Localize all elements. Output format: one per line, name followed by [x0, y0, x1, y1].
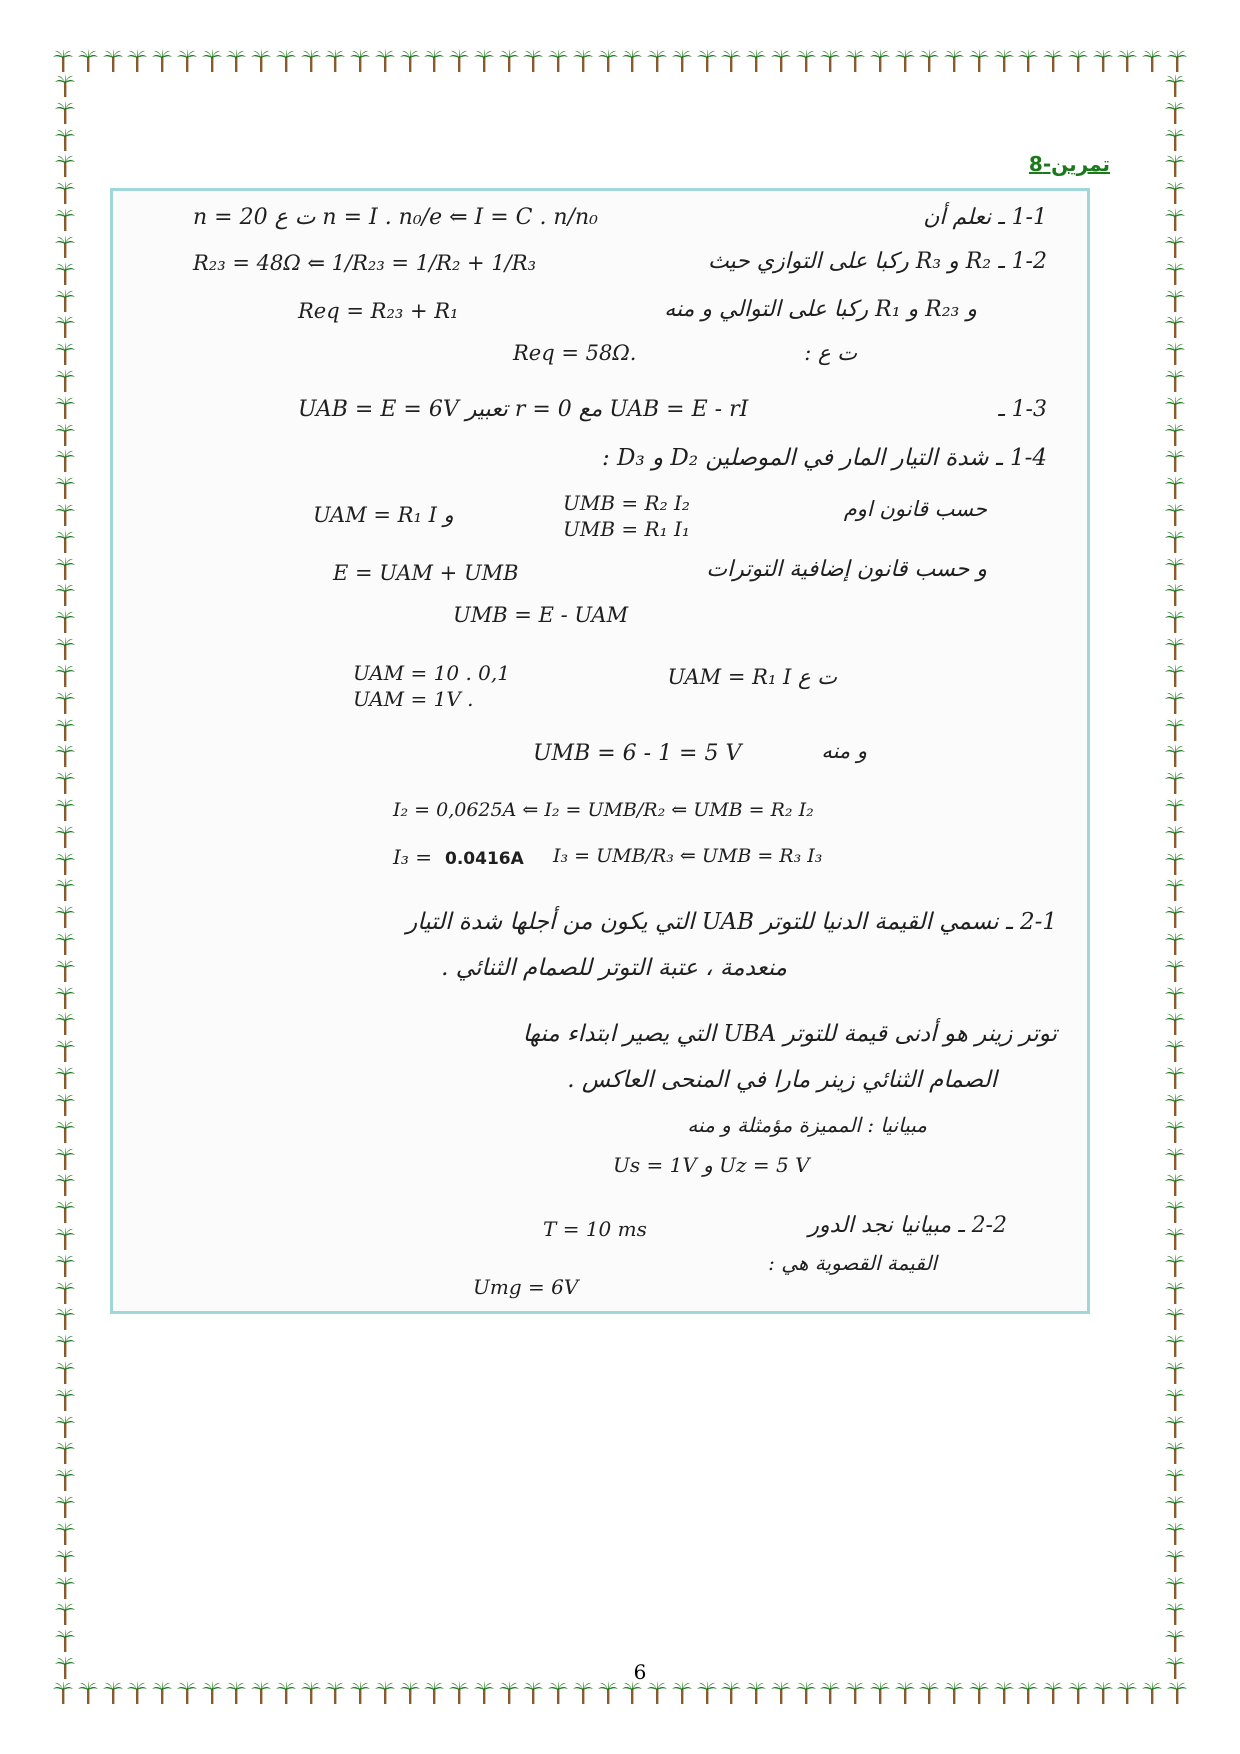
line-1-3-label: 1-3 ـ: [998, 397, 1047, 422]
line-zener-reverse: الصمام الثنائي زينر مارا في المنحى العاكس .: [567, 1067, 997, 1093]
palm-tree-icon: [894, 49, 916, 73]
handwritten-solution-frame: [110, 188, 1090, 1314]
palm-tree-icon: [1164, 1066, 1186, 1090]
palm-tree-icon: [324, 1681, 346, 1705]
palm-tree-icon: [1164, 1522, 1186, 1546]
palm-tree-icon: [349, 1681, 371, 1705]
line-max-value: Umg = 6V: [473, 1275, 579, 1299]
line-uam-formula: ت ع UAM = R₁ I: [667, 665, 837, 689]
palm-tree-icon: [1164, 128, 1186, 152]
palm-tree-icon: [1164, 476, 1186, 500]
palm-tree-icon: [54, 664, 76, 688]
palm-tree-icon: [54, 101, 76, 125]
palm-tree-icon: [1067, 1681, 1089, 1705]
palm-tree-icon: [399, 49, 421, 73]
palm-tree-icon: [52, 1681, 74, 1705]
palm-tree-icon: [54, 1307, 76, 1331]
palm-tree-icon: [54, 932, 76, 956]
line-2-1-definition: 2-1 ـ نسمي القيمة الدنيا للتوتر UAB التي يكون من أجلها شدة التيار: [406, 909, 1057, 935]
palm-tree-icon: [597, 49, 619, 73]
palm-tree-icon: [1166, 1681, 1188, 1705]
palm-tree-icon: [1164, 1254, 1186, 1278]
palm-tree-icon: [1017, 49, 1039, 73]
palm-tree-icon: [1164, 74, 1186, 98]
palm-tree-icon: [1164, 637, 1186, 661]
palm-tree-icon: [968, 49, 990, 73]
palm-tree-icon: [1164, 449, 1186, 473]
line-2-1-threshold: منعدمة ، عتبة التوتر للصمام الثنائي .: [441, 955, 787, 981]
palm-tree-icon: [1164, 744, 1186, 768]
palm-tree-icon: [54, 1441, 76, 1465]
line-2-2-label: 2-2 ـ مبيانيا نجد الدور: [808, 1213, 1007, 1238]
line-max-value-label: القيمة القصوية هي :: [768, 1251, 937, 1275]
palm-tree-icon: [54, 74, 76, 98]
palm-tree-icon: [54, 798, 76, 822]
palm-tree-icon: [54, 1656, 76, 1680]
palm-tree-icon: [1164, 1549, 1186, 1573]
line-ohm-label: حسب قانون اوم: [843, 497, 987, 521]
palm-tree-icon: [473, 1681, 495, 1705]
palm-tree-icon: [54, 289, 76, 313]
palm-tree-icon: [597, 1681, 619, 1705]
palm-tree-icon: [151, 1681, 173, 1705]
palm-tree-icon: [1092, 1681, 1114, 1705]
palm-tree-icon: [225, 1681, 247, 1705]
palm-tree-icon: [1067, 49, 1089, 73]
palm-tree-icon: [1164, 1576, 1186, 1600]
palm-tree-icon: [1164, 878, 1186, 902]
palm-tree-icon: [54, 1602, 76, 1626]
line-1-2-label: 1-2 ـ R₂ و R₃ ركبا على التوازي حيث: [707, 249, 1047, 274]
palm-tree-icon: [1164, 1200, 1186, 1224]
page-number: 6: [633, 1660, 647, 1684]
line-numeric-label: ت ع :: [804, 341, 857, 365]
palm-tree-icon: [1164, 1602, 1186, 1626]
palm-tree-icon: [696, 49, 718, 73]
palm-tree-icon: [448, 1681, 470, 1705]
line-i2-result: I₂ = 0,0625A ⇐ I₂ = UMB/R₂ ⇐ UMB = R₂ I₂: [393, 799, 814, 821]
palm-tree-icon: [54, 342, 76, 366]
palm-tree-icon: [54, 718, 76, 742]
palm-tree-icon: [1164, 1147, 1186, 1171]
palm-tree-icon: [54, 423, 76, 447]
palm-tree-icon: [1164, 1093, 1186, 1117]
line-series-label: و R₂₃ و R₁ ركبا على التوالي و منه: [664, 297, 977, 322]
palm-tree-icon: [54, 1012, 76, 1036]
palm-tree-icon: [423, 49, 445, 73]
palm-tree-icon: [54, 503, 76, 527]
palm-tree-icon: [720, 49, 742, 73]
palm-tree-icon: [126, 49, 148, 73]
line-1-1-label: 1-1 ـ نعلم أن: [923, 205, 1047, 230]
line-umb-result: UMB = 6 - 1 = 5 V: [533, 741, 742, 766]
palm-tree-icon: [176, 1681, 198, 1705]
palm-tree-icon: [54, 771, 76, 795]
palm-tree-icon: [1164, 557, 1186, 581]
palm-tree-icon: [1164, 208, 1186, 232]
palm-tree-icon: [696, 1681, 718, 1705]
palm-tree-icon: [1092, 49, 1114, 73]
line-umb-difference: UMB = E - UAM: [453, 603, 629, 627]
palm-tree-icon: [1164, 289, 1186, 313]
palm-tree-icon: [54, 1522, 76, 1546]
palm-tree-icon: [54, 235, 76, 259]
palm-tree-icon: [1164, 610, 1186, 634]
palm-tree-icon: [54, 154, 76, 178]
line-i3-equation: I₃ = UMB/R₃ ⇐ UMB = R₃ I₃: [553, 845, 823, 867]
palm-tree-icon: [1164, 1039, 1186, 1063]
palm-tree-icon: [1164, 423, 1186, 447]
palm-tree-icon: [54, 1147, 76, 1171]
palm-tree-icon: [1164, 905, 1186, 929]
palm-tree-icon: [1164, 664, 1186, 688]
palm-tree-icon: [522, 49, 544, 73]
palm-tree-icon: [399, 1681, 421, 1705]
line-uam-numeric: UAM = 10 . 0,1: [353, 661, 510, 685]
palm-tree-icon: [300, 1681, 322, 1705]
palm-tree-icon: [1164, 1012, 1186, 1036]
palm-tree-icon: [572, 1681, 594, 1705]
palm-tree-icon: [1164, 583, 1186, 607]
palm-tree-icon: [54, 449, 76, 473]
palm-tree-icon: [894, 1681, 916, 1705]
palm-tree-icon: [275, 49, 297, 73]
line-voltage-law-equation: E = UAM + UMB: [333, 561, 519, 585]
palm-tree-icon: [54, 1388, 76, 1412]
palm-tree-icon: [1164, 1227, 1186, 1251]
palm-tree-icon: [201, 49, 223, 73]
palm-tree-icon: [151, 49, 173, 73]
palm-tree-icon: [1164, 1173, 1186, 1197]
palm-tree-icon: [1042, 49, 1064, 73]
palm-tree-icon: [498, 49, 520, 73]
palm-tree-icon: [54, 986, 76, 1010]
palm-tree-icon: [225, 49, 247, 73]
palm-tree-icon: [374, 49, 396, 73]
palm-tree-icon: [522, 1681, 544, 1705]
palm-tree-icon: [54, 396, 76, 420]
palm-tree-icon: [770, 1681, 792, 1705]
palm-tree-icon: [54, 959, 76, 983]
line-req-result: Req = 58Ω.: [513, 341, 637, 365]
palm-tree-icon: [1164, 154, 1186, 178]
line-uam-r1: UAM = R₁ I و: [313, 503, 454, 527]
palm-tree-icon: [993, 49, 1015, 73]
line-1-2-equation: R₂₃ = 48Ω ⇐ 1/R₂₃ = 1/R₂ + 1/R₃: [193, 251, 536, 275]
palm-tree-icon: [54, 1415, 76, 1439]
palm-tree-icon: [1164, 986, 1186, 1010]
palm-tree-icon: [275, 1681, 297, 1705]
palm-tree-icon: [844, 49, 866, 73]
palm-tree-icon: [1164, 262, 1186, 286]
palm-tree-icon: [1164, 1307, 1186, 1331]
palm-tree-icon: [54, 557, 76, 581]
palm-tree-icon: [1164, 1361, 1186, 1385]
palm-tree-icon: [54, 1173, 76, 1197]
palm-tree-icon: [54, 369, 76, 393]
palm-tree-icon: [349, 49, 371, 73]
line-period: T = 10 ms: [543, 1217, 647, 1241]
palm-tree-icon: [547, 49, 569, 73]
palm-tree-icon: [1164, 852, 1186, 876]
palm-tree-icon: [1141, 1681, 1163, 1705]
palm-tree-icon: [1164, 369, 1186, 393]
palm-tree-icon: [54, 476, 76, 500]
palm-tree-icon: [1141, 49, 1163, 73]
line-1-4-label: 1-4 ـ شدة التيار المار في الموصلين D₂ و D₃ :: [601, 445, 1047, 471]
palm-tree-icon: [671, 1681, 693, 1705]
line-series-equation: Req = R₂₃ + R₁: [298, 299, 459, 323]
line-voltage-law-label: و حسب قانون إضافية التوترات: [706, 557, 987, 582]
line-umb-r1: UMB = R₁ I₁: [563, 517, 690, 541]
palm-tree-icon: [1164, 932, 1186, 956]
palm-tree-icon: [1164, 1441, 1186, 1465]
palm-tree-icon: [176, 49, 198, 73]
palm-tree-icon: [572, 49, 594, 73]
palm-tree-icon: [300, 49, 322, 73]
palm-tree-icon: [54, 1549, 76, 1573]
palm-tree-icon: [1164, 1388, 1186, 1412]
palm-tree-icon: [1042, 1681, 1064, 1705]
palm-tree-icon: [54, 905, 76, 929]
line-1-3-equation: UAB = E = 6V تعبير r = 0 مع UAB = E - rI: [298, 397, 749, 422]
palm-tree-icon: [1166, 49, 1188, 73]
palm-tree-icon: [54, 1254, 76, 1278]
palm-tree-icon: [918, 1681, 940, 1705]
palm-tree-icon: [52, 49, 74, 73]
palm-tree-icon: [1116, 1681, 1138, 1705]
palm-tree-icon: [968, 1681, 990, 1705]
palm-tree-icon: [671, 49, 693, 73]
palm-tree-icon: [1164, 1120, 1186, 1144]
palm-tree-icon: [54, 610, 76, 634]
palm-tree-icon: [869, 49, 891, 73]
palm-tree-icon: [54, 583, 76, 607]
palm-tree-icon: [1164, 530, 1186, 554]
palm-tree-icon: [250, 1681, 272, 1705]
palm-tree-icon: [54, 1039, 76, 1063]
palm-tree-icon: [77, 49, 99, 73]
palm-tree-icon: [1164, 1468, 1186, 1492]
palm-tree-icon: [795, 1681, 817, 1705]
palm-tree-icon: [646, 49, 668, 73]
palm-tree-icon: [54, 1576, 76, 1600]
line-graphically: مبيانيا : المميزة مؤمثلة و منه: [687, 1113, 927, 1137]
palm-tree-icon: [54, 1468, 76, 1492]
palm-tree-icon: [54, 315, 76, 339]
palm-tree-icon: [250, 49, 272, 73]
palm-tree-icon: [1164, 718, 1186, 742]
palm-tree-icon: [795, 49, 817, 73]
palm-tree-icon: [102, 49, 124, 73]
palm-tree-icon: [54, 637, 76, 661]
palm-tree-icon: [54, 1281, 76, 1305]
palm-tree-icon: [1164, 691, 1186, 715]
line-1-1-equation: n = 20 ت ع n = I . n₀/e ⇐ I = C . n/n₀: [193, 205, 599, 230]
border-right: [1162, 74, 1188, 1680]
border-left: [52, 74, 78, 1680]
palm-tree-icon: [1164, 1281, 1186, 1305]
palm-tree-icon: [844, 1681, 866, 1705]
line-uam-result: UAM = 1V .: [353, 687, 474, 711]
palm-tree-icon: [54, 128, 76, 152]
palm-tree-icon: [1164, 1629, 1186, 1653]
palm-tree-icon: [1164, 959, 1186, 983]
palm-tree-icon: [54, 744, 76, 768]
palm-tree-icon: [54, 852, 76, 876]
line-i3-prefix: I₃ =: [393, 845, 433, 869]
palm-tree-icon: [1116, 49, 1138, 73]
palm-tree-icon: [943, 1681, 965, 1705]
border-top: [52, 48, 1188, 74]
palm-tree-icon: [720, 1681, 742, 1705]
palm-tree-icon: [1164, 342, 1186, 366]
palm-tree-icon: [918, 49, 940, 73]
palm-tree-icon: [54, 262, 76, 286]
palm-tree-icon: [54, 208, 76, 232]
palm-tree-icon: [1164, 825, 1186, 849]
palm-tree-icon: [1164, 315, 1186, 339]
palm-tree-icon: [869, 1681, 891, 1705]
palm-tree-icon: [993, 1681, 1015, 1705]
line-zener-definition: توتر زينر هو أدنى قيمة للتوتر UBA التي يصير ابتداء منها: [522, 1021, 1057, 1047]
palm-tree-icon: [54, 1200, 76, 1224]
line-us-uz: Us = 1V و Uz = 5 V: [613, 1153, 810, 1177]
palm-tree-icon: [54, 181, 76, 205]
palm-tree-icon: [54, 530, 76, 554]
palm-tree-icon: [77, 1681, 99, 1705]
palm-tree-icon: [54, 1093, 76, 1117]
palm-tree-icon: [54, 691, 76, 715]
palm-tree-icon: [374, 1681, 396, 1705]
palm-tree-icon: [498, 1681, 520, 1705]
palm-tree-icon: [448, 49, 470, 73]
palm-tree-icon: [621, 1681, 643, 1705]
palm-tree-icon: [423, 1681, 445, 1705]
exercise-heading: تمرين-8: [1028, 152, 1110, 176]
palm-tree-icon: [943, 49, 965, 73]
palm-tree-icon: [54, 1227, 76, 1251]
palm-tree-icon: [473, 49, 495, 73]
palm-tree-icon: [54, 1629, 76, 1653]
palm-tree-icon: [54, 825, 76, 849]
line-i3-value: 0.0416A: [445, 849, 524, 869]
palm-tree-icon: [54, 1334, 76, 1358]
palm-tree-icon: [54, 1066, 76, 1090]
palm-tree-icon: [54, 1495, 76, 1519]
palm-tree-icon: [54, 878, 76, 902]
palm-tree-icon: [1164, 181, 1186, 205]
palm-tree-icon: [102, 1681, 124, 1705]
palm-tree-icon: [1164, 396, 1186, 420]
palm-tree-icon: [1164, 503, 1186, 527]
palm-tree-icon: [621, 49, 643, 73]
palm-tree-icon: [1164, 798, 1186, 822]
palm-tree-icon: [1164, 1656, 1186, 1680]
palm-tree-icon: [547, 1681, 569, 1705]
palm-tree-icon: [770, 49, 792, 73]
palm-tree-icon: [646, 1681, 668, 1705]
palm-tree-icon: [1164, 1415, 1186, 1439]
palm-tree-icon: [54, 1120, 76, 1144]
palm-tree-icon: [54, 1361, 76, 1385]
line-umb-r2: UMB = R₂ I₂: [563, 491, 690, 515]
palm-tree-icon: [1017, 1681, 1039, 1705]
palm-tree-icon: [324, 49, 346, 73]
palm-tree-icon: [745, 1681, 767, 1705]
palm-tree-icon: [1164, 235, 1186, 259]
palm-tree-icon: [1164, 101, 1186, 125]
palm-tree-icon: [1164, 771, 1186, 795]
palm-tree-icon: [126, 1681, 148, 1705]
palm-tree-icon: [1164, 1334, 1186, 1358]
palm-tree-icon: [819, 49, 841, 73]
line-hence-label: و منه: [821, 739, 867, 763]
palm-tree-icon: [1164, 1495, 1186, 1519]
palm-tree-icon: [819, 1681, 841, 1705]
palm-tree-icon: [201, 1681, 223, 1705]
palm-tree-icon: [745, 49, 767, 73]
